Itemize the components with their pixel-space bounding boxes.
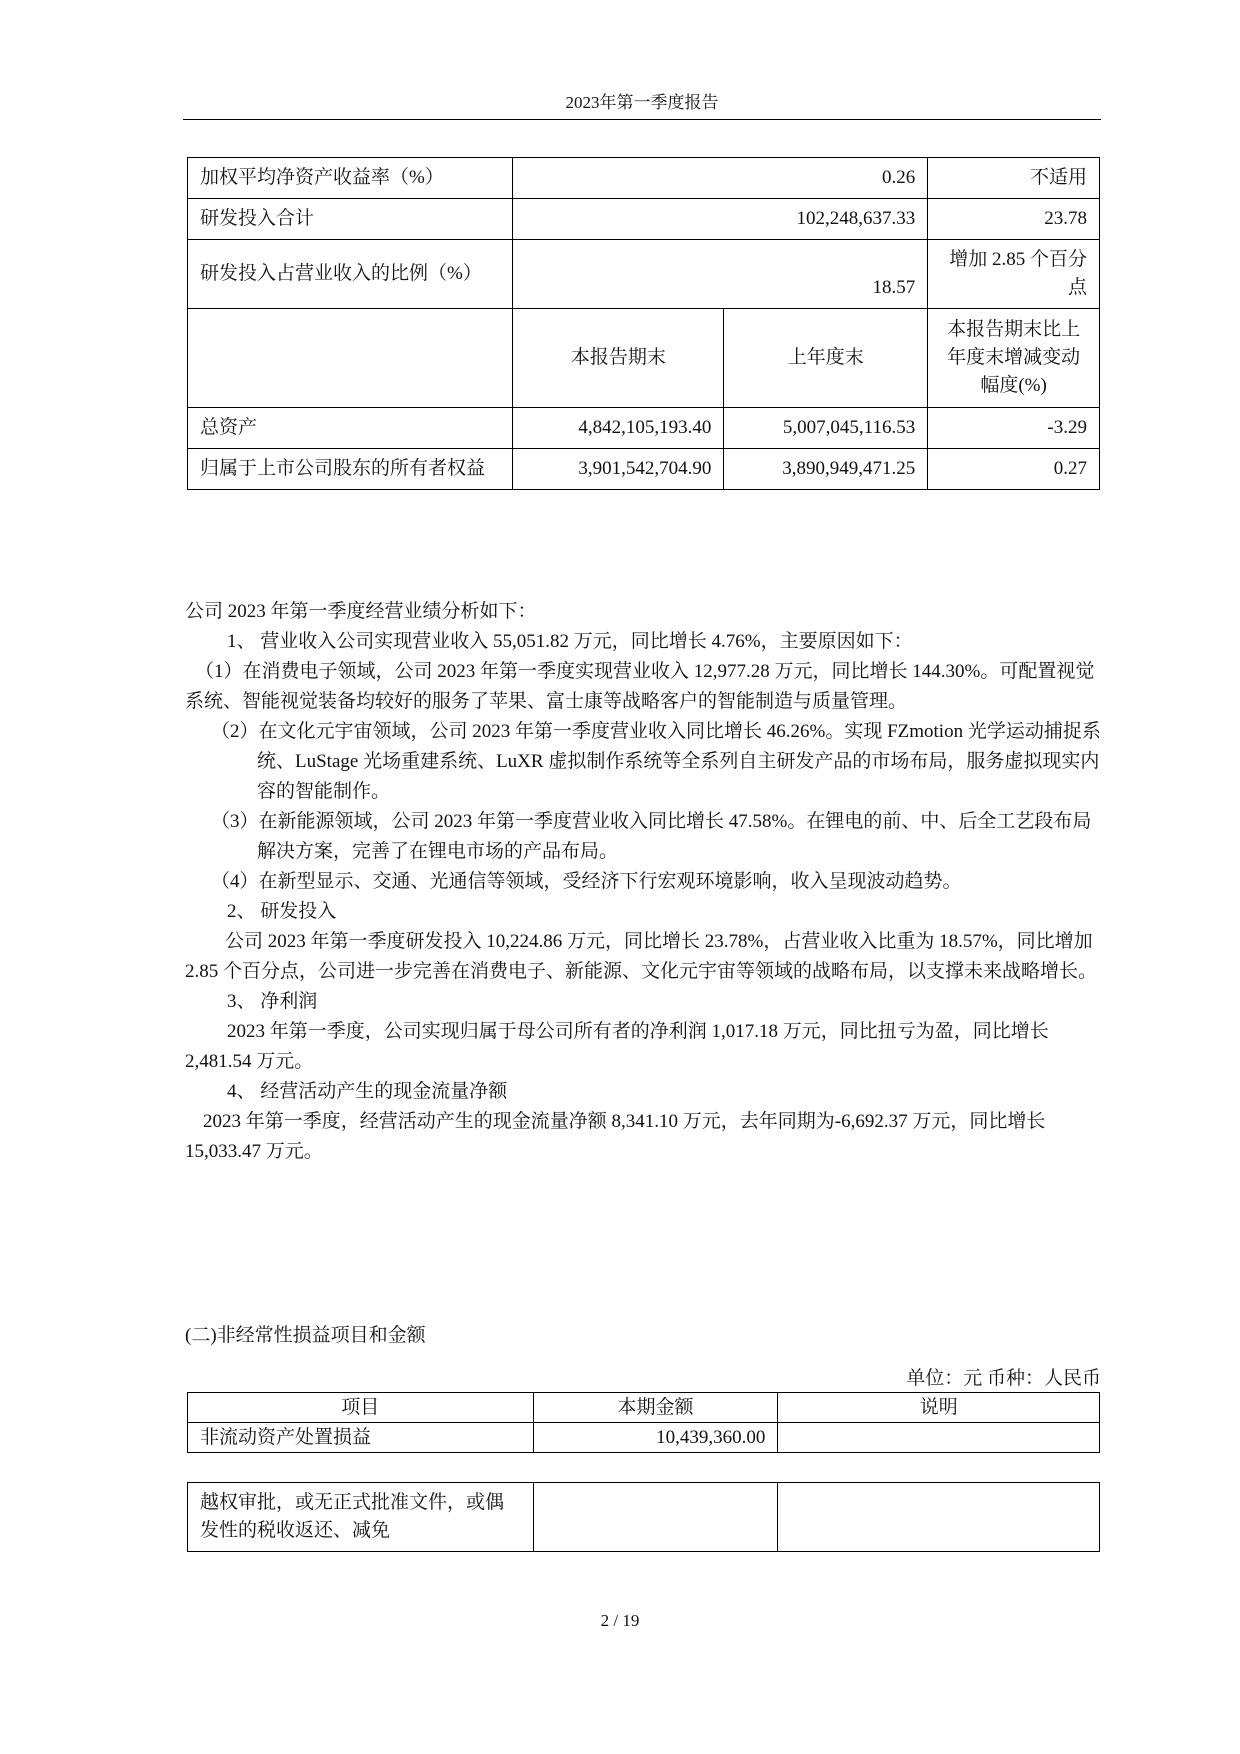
row-current: 3,901,542,704.90: [513, 449, 724, 490]
row-item: 非流动资产处置损益: [188, 1423, 534, 1453]
table-row: [188, 158, 1100, 199]
row-label: 研发投入合计: [188, 199, 513, 240]
row-change: 0.27: [928, 449, 1100, 490]
row-label: 研发投入占营业收入的比例（%）: [188, 240, 513, 309]
row-label: 归属于上市公司股东的所有者权益: [188, 449, 513, 490]
table-row: [188, 199, 1100, 240]
row-change: 不适用: [928, 158, 1100, 199]
subheader-empty: [188, 309, 513, 408]
header-item: 项目: [188, 1393, 534, 1423]
row-amount: 10,439,360.00: [533, 1423, 778, 1453]
financial-indicators-table: [187, 157, 1100, 490]
row-label: 总资产: [188, 408, 513, 449]
section-1-item-1: （1）在消费电子领域，公司 2023 年第一季度实现营业收入 12,977.28 万元，同比增长 144.30%。可配置视觉系统、智能视觉装备均较好的服务了苹果、富士康等战略客户的智能制造与质量管理。: [185, 661, 1095, 712]
table-row: [188, 240, 1100, 309]
subheader-change: 本报告期末比上年度末增减变动幅度(%): [928, 309, 1100, 408]
page-number: 2 / 19: [600, 1611, 640, 1630]
section-2-title: 2、 研发投入: [227, 901, 337, 922]
section-4-title: 4、 经营活动产生的现金流量净额: [227, 1081, 508, 1102]
row-item: 越权审批，或无正式批准文件，或偶发性的税收返还、减免: [188, 1483, 534, 1552]
header-amount: 本期金额: [533, 1393, 778, 1423]
table-row: [188, 1423, 1100, 1453]
row-prior: 3,890,949,471.25: [724, 449, 928, 490]
subheader-prior: 上年度末: [724, 309, 928, 408]
row-note: [778, 1483, 1100, 1552]
row-value: 102,248,637.33: [513, 199, 928, 240]
row-prior: 5,007,045,116.53: [724, 408, 928, 449]
row-label: 加权平均净资产收益率（%）: [188, 158, 513, 199]
section-1-item-3: （3）在新能源领域，公司 2023 年第一季度营业收入同比增长 47.58%。在锂电的前、中、后全工艺段布局解决方案，完善了在锂电市场的产品布局。: [211, 811, 1092, 862]
non-recurring-items-table-continued: [187, 1482, 1100, 1552]
row-amount: [533, 1483, 778, 1552]
row-change: 23.78: [928, 199, 1100, 240]
table-row: [188, 1483, 1100, 1552]
section-2-body: 公司 2023 年第一季度研发投入 10,224.86 万元，同比增长 23.78%，占营业收入比重为 18.57%，同比增加 2.85 个百分点，公司进一步完善在消费电子、新能源、文化元宇宙等领域的战略布局，以支撑未来战略增长。: [185, 931, 1098, 982]
non-recurring-items-table: [187, 1392, 1100, 1453]
header-note: 说明: [778, 1393, 1100, 1423]
table-row: [188, 408, 1100, 449]
row-note: [778, 1423, 1100, 1453]
row-value: 0.26: [513, 158, 928, 199]
table-row: [188, 449, 1100, 490]
table-header-row: [188, 1393, 1100, 1423]
analysis-intro: 公司 2023 年第一季度经营业绩分析如下：: [185, 601, 537, 622]
section-3-title: 3、 净利润: [227, 991, 318, 1012]
page-header: 2023年第一季度报告: [183, 88, 1101, 120]
section-1-item-4: （4）在新型显示、交通、光通信等领域，受经济下行宏观环境影响，收入呈现波动趋势。: [211, 871, 962, 892]
section-3-body: 2023 年第一季度，公司实现归属于母公司所有者的净利润 1,017.18 万元，同比扭亏为盈，同比增长 2,481.54 万元。: [185, 1021, 1049, 1072]
currency-unit: 单位：元 币种：人民币: [906, 1368, 1101, 1389]
row-change: -3.29: [928, 408, 1100, 449]
row-value: 18.57: [513, 240, 928, 309]
performance-analysis: [185, 597, 1101, 1167]
section-1-title: 1、 营业收入公司实现营业收入 55,051.82 万元，同比增长 4.76%，主要原因如下：: [227, 631, 913, 652]
section-1-item-2: （2）在文化元宇宙领域，公司 2023 年第一季度营业收入同比增长 46.26%。实现 FZmotion 光学运动捕捉系统、LuStage 光场重建系统、LuXR 虚拟制作系统等全系列自主研发产品的市场布局，服务虚拟现实内容的智能制作。: [211, 721, 1101, 802]
section-4-body: 2023 年第一季度，经营活动产生的现金流量净额 8,341.10 万元，去年同期为-6,692.37 万元，同比增长 15,033.47 万元。: [185, 1111, 1046, 1162]
section-2-heading: (二)非经常性损益项目和金额: [185, 1325, 426, 1346]
table-subheader: [188, 309, 1100, 408]
row-change: 增加 2.85 个百分点: [928, 240, 1100, 309]
subheader-current: 本报告期末: [513, 309, 724, 408]
row-current: 4,842,105,193.40: [513, 408, 724, 449]
